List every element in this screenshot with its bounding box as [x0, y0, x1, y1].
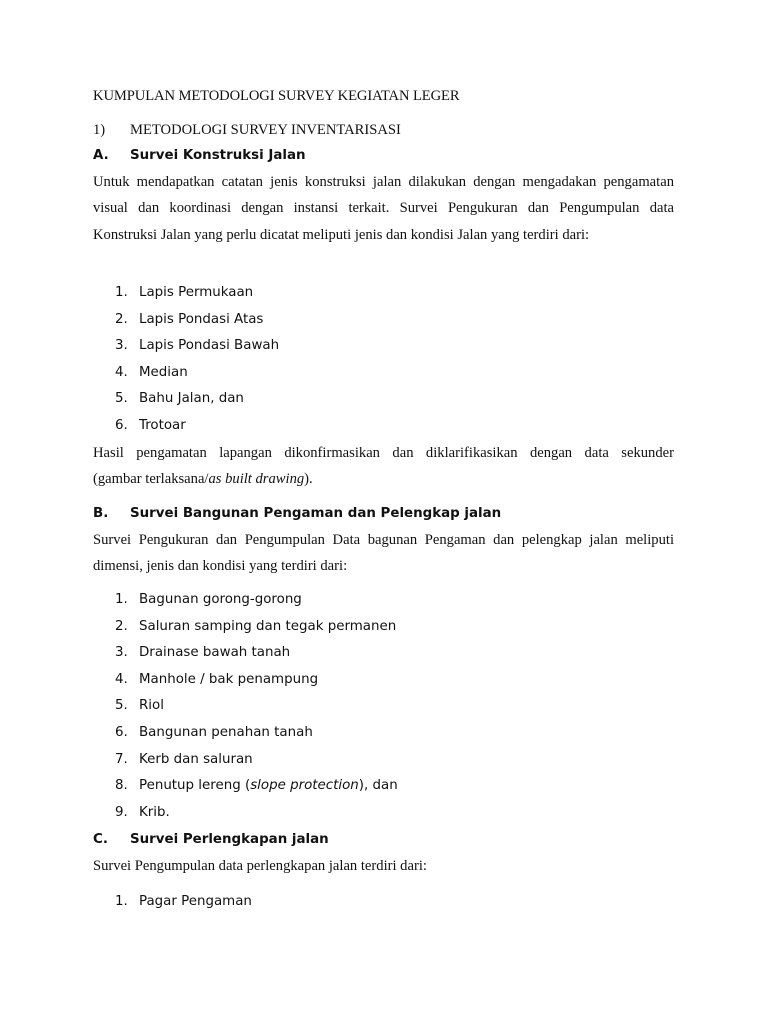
list-item-number: 1. [115, 285, 128, 300]
list-item-number: 3. [115, 645, 128, 661]
list-item-number: 2. [115, 618, 128, 634]
list-item-text: Lapis Pondasi Bawah [139, 338, 280, 354]
item-8-prefix: Penutup lereng ( [139, 778, 251, 793]
section-b-item-8-number: 8. [115, 778, 128, 793]
list-item-text: Pagar Pengaman [139, 894, 252, 909]
outro-suffix: ). [304, 471, 313, 487]
item-8-suffix: ), dan [358, 778, 398, 793]
outro-italic: as built drawing [208, 471, 305, 487]
section-b-item-9-number: 9. [115, 805, 128, 820]
list-item-number: 7. [115, 751, 128, 767]
list-item-text: Bagunan gorong-gorong [139, 592, 302, 607]
list-item-number: 4. [115, 671, 128, 687]
section-b-intro: Survei Pengukuran dan Pengumpulan Data bagunan Pengaman dan pelengkap jalan meliputi dimensi, jenis dan kondisi yang terdiri dari: [93, 532, 674, 575]
section-c-title: Survei Perlengkapan jalan [130, 832, 329, 847]
list-item-text: Kerb dan saluran [139, 751, 253, 767]
section-a-outro-line1: Hasil pengamatan lapangan dikonfirmasikan dan diklarifikasikan dengan data sekunder [93, 445, 674, 461]
list-item-number: 6. [115, 724, 128, 740]
section-a-intro: Untuk mendapatkan catatan jenis konstruksi jalan dilakukan dengan mengadakan pengamatan visual dan koordinasi dengan instansi terkait. Survei Pengukuran dan Pengumpulan data Konstruksi Jalan yang perlu dicatat meliputi jenis dan kondisi Jalan yang terdiri dari: [93, 174, 674, 243]
list-item-text: Saluran samping dan tegak permanen [139, 618, 397, 634]
list-item-text: Bahu Jalan, dan [139, 391, 244, 407]
document-title: KUMPULAN METODOLOGI SURVEY KEGIATAN LEGER [93, 88, 460, 104]
list-item-text: Manhole / bak penampung [139, 671, 319, 687]
section-a-letter: A. [93, 148, 109, 163]
section-b-letter: B. [93, 506, 109, 521]
list-item-number: 3. [115, 338, 128, 354]
list-item-number: 6. [115, 417, 128, 433]
section-b-item-8 [139, 778, 398, 793]
list-item-number: 1. [115, 894, 128, 909]
list-item-number: 5. [115, 391, 128, 407]
section-a-outro-line2 [93, 471, 313, 488]
section-1-number: 1) [93, 122, 106, 138]
list-item-text: Riol [139, 698, 164, 714]
item-8-italic: slope protection [250, 778, 359, 793]
section-a-title: Survei Konstruksi Jalan [130, 148, 306, 163]
list-item-text: Lapis Permukaan [139, 285, 254, 300]
section-1-title: METODOLOGI SURVEY INVENTARISASI [130, 122, 401, 138]
section-c-intro: Survei Pengumpulan data perlengkapan jalan terdiri dari: [93, 858, 427, 874]
document-page [93, 0, 674, 1024]
section-b-item-9: Krib. [139, 805, 170, 820]
list-item-text: Bangunan penahan tanah [139, 724, 313, 740]
list-item-text: Drainase bawah tanah [139, 645, 291, 661]
section-b-title: Survei Bangunan Pengaman dan Pelengkap jalan [130, 506, 502, 521]
list-item-text: Lapis Pondasi Atas [139, 311, 264, 327]
list-item-number: 1. [115, 592, 128, 607]
list-item-text: Median [139, 364, 188, 380]
list-item-number: 2. [115, 311, 128, 327]
list-item-number: 5. [115, 698, 128, 714]
list-item-number: 4. [115, 364, 128, 380]
section-c-letter: C. [93, 832, 108, 847]
list-item-text: Trotoar [139, 417, 186, 433]
outro-prefix: (gambar terlaksana/ [93, 471, 209, 487]
